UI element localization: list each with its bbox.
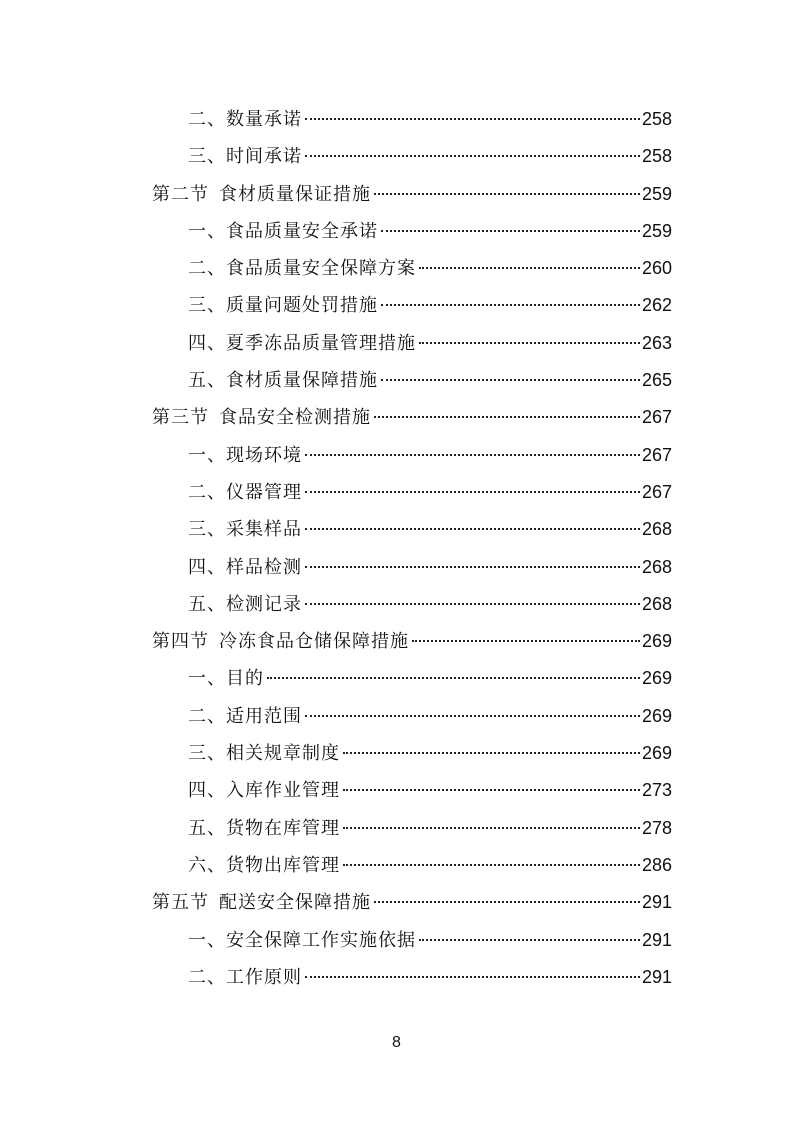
toc-entry-title xyxy=(188,959,302,996)
toc-dot-leader xyxy=(305,603,640,605)
toc-item-entry[interactable] xyxy=(152,101,672,138)
toc-item-entry[interactable] xyxy=(152,959,672,996)
toc-dot-leader xyxy=(305,976,640,978)
toc-page-number: 258 xyxy=(641,146,672,167)
toc-entry-prefix: 三、 xyxy=(188,146,226,168)
toc-entry-prefix: 四、 xyxy=(188,332,226,354)
toc-entry-prefix: 二、 xyxy=(188,705,226,727)
toc-dot-leader xyxy=(343,827,640,829)
toc-entry-prefix: 二、 xyxy=(188,258,226,280)
toc-dot-leader xyxy=(374,193,640,195)
toc-dot-leader xyxy=(305,491,640,493)
toc-entry-title xyxy=(188,138,302,175)
toc-item-entry[interactable] xyxy=(152,474,672,511)
toc-dot-leader xyxy=(305,454,640,456)
toc-dot-leader xyxy=(381,379,640,381)
toc-entry-title xyxy=(188,474,302,511)
toc-entry-title xyxy=(188,772,340,809)
toc-page-number: 278 xyxy=(641,817,672,838)
toc-item-entry[interactable] xyxy=(152,660,672,697)
toc-entry-text: 相关规章制度 xyxy=(226,743,340,765)
toc-entry-text: 货物在库管理 xyxy=(226,817,340,839)
toc-item-entry[interactable] xyxy=(152,922,672,959)
toc-item-entry[interactable] xyxy=(152,586,672,623)
toc-entry-text: 工作原则 xyxy=(226,966,302,988)
toc-item-entry[interactable] xyxy=(152,250,672,287)
toc-entry-prefix: 三、 xyxy=(188,519,226,541)
toc-entry-title xyxy=(152,623,409,660)
toc-entry-text: 适用范围 xyxy=(226,705,302,727)
table-of-contents xyxy=(152,101,672,996)
toc-entry-title xyxy=(188,437,302,474)
toc-entry-prefix: 三、 xyxy=(188,743,226,765)
toc-dot-leader xyxy=(381,230,640,232)
toc-page-number: 268 xyxy=(641,593,672,614)
toc-entry-prefix: 二、 xyxy=(188,481,226,503)
toc-entry-text: 货物出库管理 xyxy=(226,854,340,876)
toc-item-entry[interactable] xyxy=(152,437,672,474)
toc-page-number: 269 xyxy=(641,705,672,726)
toc-dot-leader xyxy=(412,640,640,642)
toc-entry-prefix: 第五节 xyxy=(152,892,209,914)
toc-entry-text: 冷冻食品仓储保障措施 xyxy=(219,631,409,653)
toc-entry-title xyxy=(188,213,378,250)
page-number: 8 xyxy=(392,1034,401,1051)
toc-entry-prefix: 第四节 xyxy=(152,631,209,653)
toc-dot-leader xyxy=(381,304,640,306)
toc-entry-title xyxy=(152,399,371,436)
toc-entry-prefix: 第二节 xyxy=(152,183,209,205)
toc-entry-text: 数量承诺 xyxy=(226,109,302,130)
toc-entry-text: 配送安全保障措施 xyxy=(219,892,371,914)
toc-section-entry[interactable] xyxy=(152,623,672,660)
toc-page-number: 269 xyxy=(641,743,672,764)
toc-entry-title xyxy=(188,735,340,772)
toc-entry-prefix: 四、 xyxy=(188,780,226,802)
toc-entry-title xyxy=(152,884,371,921)
toc-entry-prefix: 二、 xyxy=(188,966,226,988)
toc-entry-title xyxy=(188,847,340,884)
toc-page-number: 286 xyxy=(641,854,672,875)
toc-entry-title xyxy=(188,101,302,138)
toc-item-entry[interactable] xyxy=(152,735,672,772)
toc-item-entry[interactable] xyxy=(152,138,672,175)
toc-entry-title xyxy=(188,325,416,362)
toc-entry-prefix: 五、 xyxy=(188,593,226,615)
toc-entry-title xyxy=(188,250,416,287)
toc-page-number: 291 xyxy=(641,966,672,987)
toc-page-number: 268 xyxy=(641,519,672,540)
toc-page-number: 268 xyxy=(641,556,672,577)
toc-section-entry[interactable] xyxy=(152,399,672,436)
toc-dot-leader xyxy=(374,416,640,418)
toc-entry-prefix: 四、 xyxy=(188,556,226,578)
toc-page-number: 267 xyxy=(641,407,672,428)
toc-entry-text: 目的 xyxy=(226,668,264,690)
toc-page-number: 260 xyxy=(641,258,672,279)
toc-entry-prefix: 一、 xyxy=(188,220,226,242)
toc-item-entry[interactable] xyxy=(152,810,672,847)
toc-dot-leader xyxy=(374,901,640,903)
toc-page-number: 263 xyxy=(641,332,672,353)
toc-section-entry[interactable] xyxy=(152,176,672,213)
toc-dot-leader xyxy=(305,528,640,530)
toc-dot-leader xyxy=(305,155,640,157)
toc-entry-title xyxy=(188,810,340,847)
toc-entry-prefix: 一、 xyxy=(188,929,226,951)
toc-page-number: 291 xyxy=(641,892,672,913)
toc-page-number: 267 xyxy=(641,444,672,465)
toc-entry-text: 食材质量保证措施 xyxy=(219,183,371,205)
toc-item-entry[interactable] xyxy=(152,287,672,324)
toc-entry-prefix: 第三节 xyxy=(152,407,209,429)
toc-page-number: 269 xyxy=(641,668,672,689)
toc-item-entry[interactable] xyxy=(152,698,672,735)
toc-item-entry[interactable] xyxy=(152,511,672,548)
toc-entry-text: 现场环境 xyxy=(226,444,302,466)
toc-page-number: 267 xyxy=(641,481,672,502)
toc-entry-text: 安全保障工作实施依据 xyxy=(226,929,416,951)
toc-entry-title xyxy=(188,549,302,586)
toc-entry-prefix: 一、 xyxy=(188,668,226,690)
toc-entry-title xyxy=(188,287,378,324)
toc-item-entry[interactable] xyxy=(152,772,672,809)
toc-page-number: 262 xyxy=(641,295,672,316)
toc-page-number: 291 xyxy=(641,929,672,950)
toc-dot-leader xyxy=(343,864,640,866)
toc-dot-leader xyxy=(419,267,640,269)
toc-dot-leader xyxy=(343,789,640,791)
toc-entry-prefix: 五、 xyxy=(188,370,226,392)
toc-entry-title xyxy=(188,362,378,399)
toc-page-number: 269 xyxy=(641,631,672,652)
toc-dot-leader xyxy=(419,342,640,344)
toc-dot-leader xyxy=(419,939,640,941)
toc-entry-text: 质量问题处罚措施 xyxy=(226,295,378,317)
toc-item-entry[interactable] xyxy=(152,362,672,399)
toc-entry-text: 食品质量安全保障方案 xyxy=(226,258,416,280)
toc-page-number: 265 xyxy=(641,370,672,391)
toc-entry-title xyxy=(188,660,264,697)
toc-entry-title xyxy=(188,586,302,623)
toc-dot-leader xyxy=(267,677,640,679)
toc-entry-prefix: 六、 xyxy=(188,854,226,876)
toc-dot-leader xyxy=(305,715,640,717)
toc-entry-text: 夏季冻品质量管理措施 xyxy=(226,332,416,354)
toc-entry-text: 食品安全检测措施 xyxy=(219,407,371,429)
toc-item-entry[interactable] xyxy=(152,325,672,362)
toc-entry-prefix: 五、 xyxy=(188,817,226,839)
toc-entry-text: 时间承诺 xyxy=(226,146,302,168)
toc-entry-text: 采集样品 xyxy=(226,519,302,541)
toc-entry-text: 检测记录 xyxy=(226,593,302,615)
toc-dot-leader xyxy=(343,752,640,754)
toc-entry-title xyxy=(188,698,302,735)
toc-entry-text: 食材质量保障措施 xyxy=(226,370,378,392)
toc-page-number: 273 xyxy=(641,780,672,801)
toc-entry-text: 入库作业管理 xyxy=(226,780,340,802)
toc-entry-text: 食品质量安全承诺 xyxy=(226,220,378,242)
toc-entry-prefix: 三、 xyxy=(188,295,226,317)
toc-item-entry[interactable] xyxy=(152,549,672,586)
toc-item-entry[interactable] xyxy=(152,847,672,884)
toc-page-number: 258 xyxy=(641,109,672,129)
toc-entry-title xyxy=(188,922,416,959)
toc-entry-prefix: 一、 xyxy=(188,444,226,466)
toc-entry-title xyxy=(152,176,371,213)
toc-entry-title xyxy=(188,511,302,548)
toc-entry-text: 样品检测 xyxy=(226,556,302,578)
toc-page-number: 259 xyxy=(641,220,672,241)
toc-page-number: 259 xyxy=(641,183,672,204)
toc-item-entry[interactable] xyxy=(152,213,672,250)
toc-dot-leader xyxy=(305,118,640,120)
toc-section-entry[interactable] xyxy=(152,884,672,921)
toc-entry-text: 仪器管理 xyxy=(226,481,302,503)
toc-entry-prefix: 二、 xyxy=(188,109,226,130)
toc-dot-leader xyxy=(305,566,640,568)
